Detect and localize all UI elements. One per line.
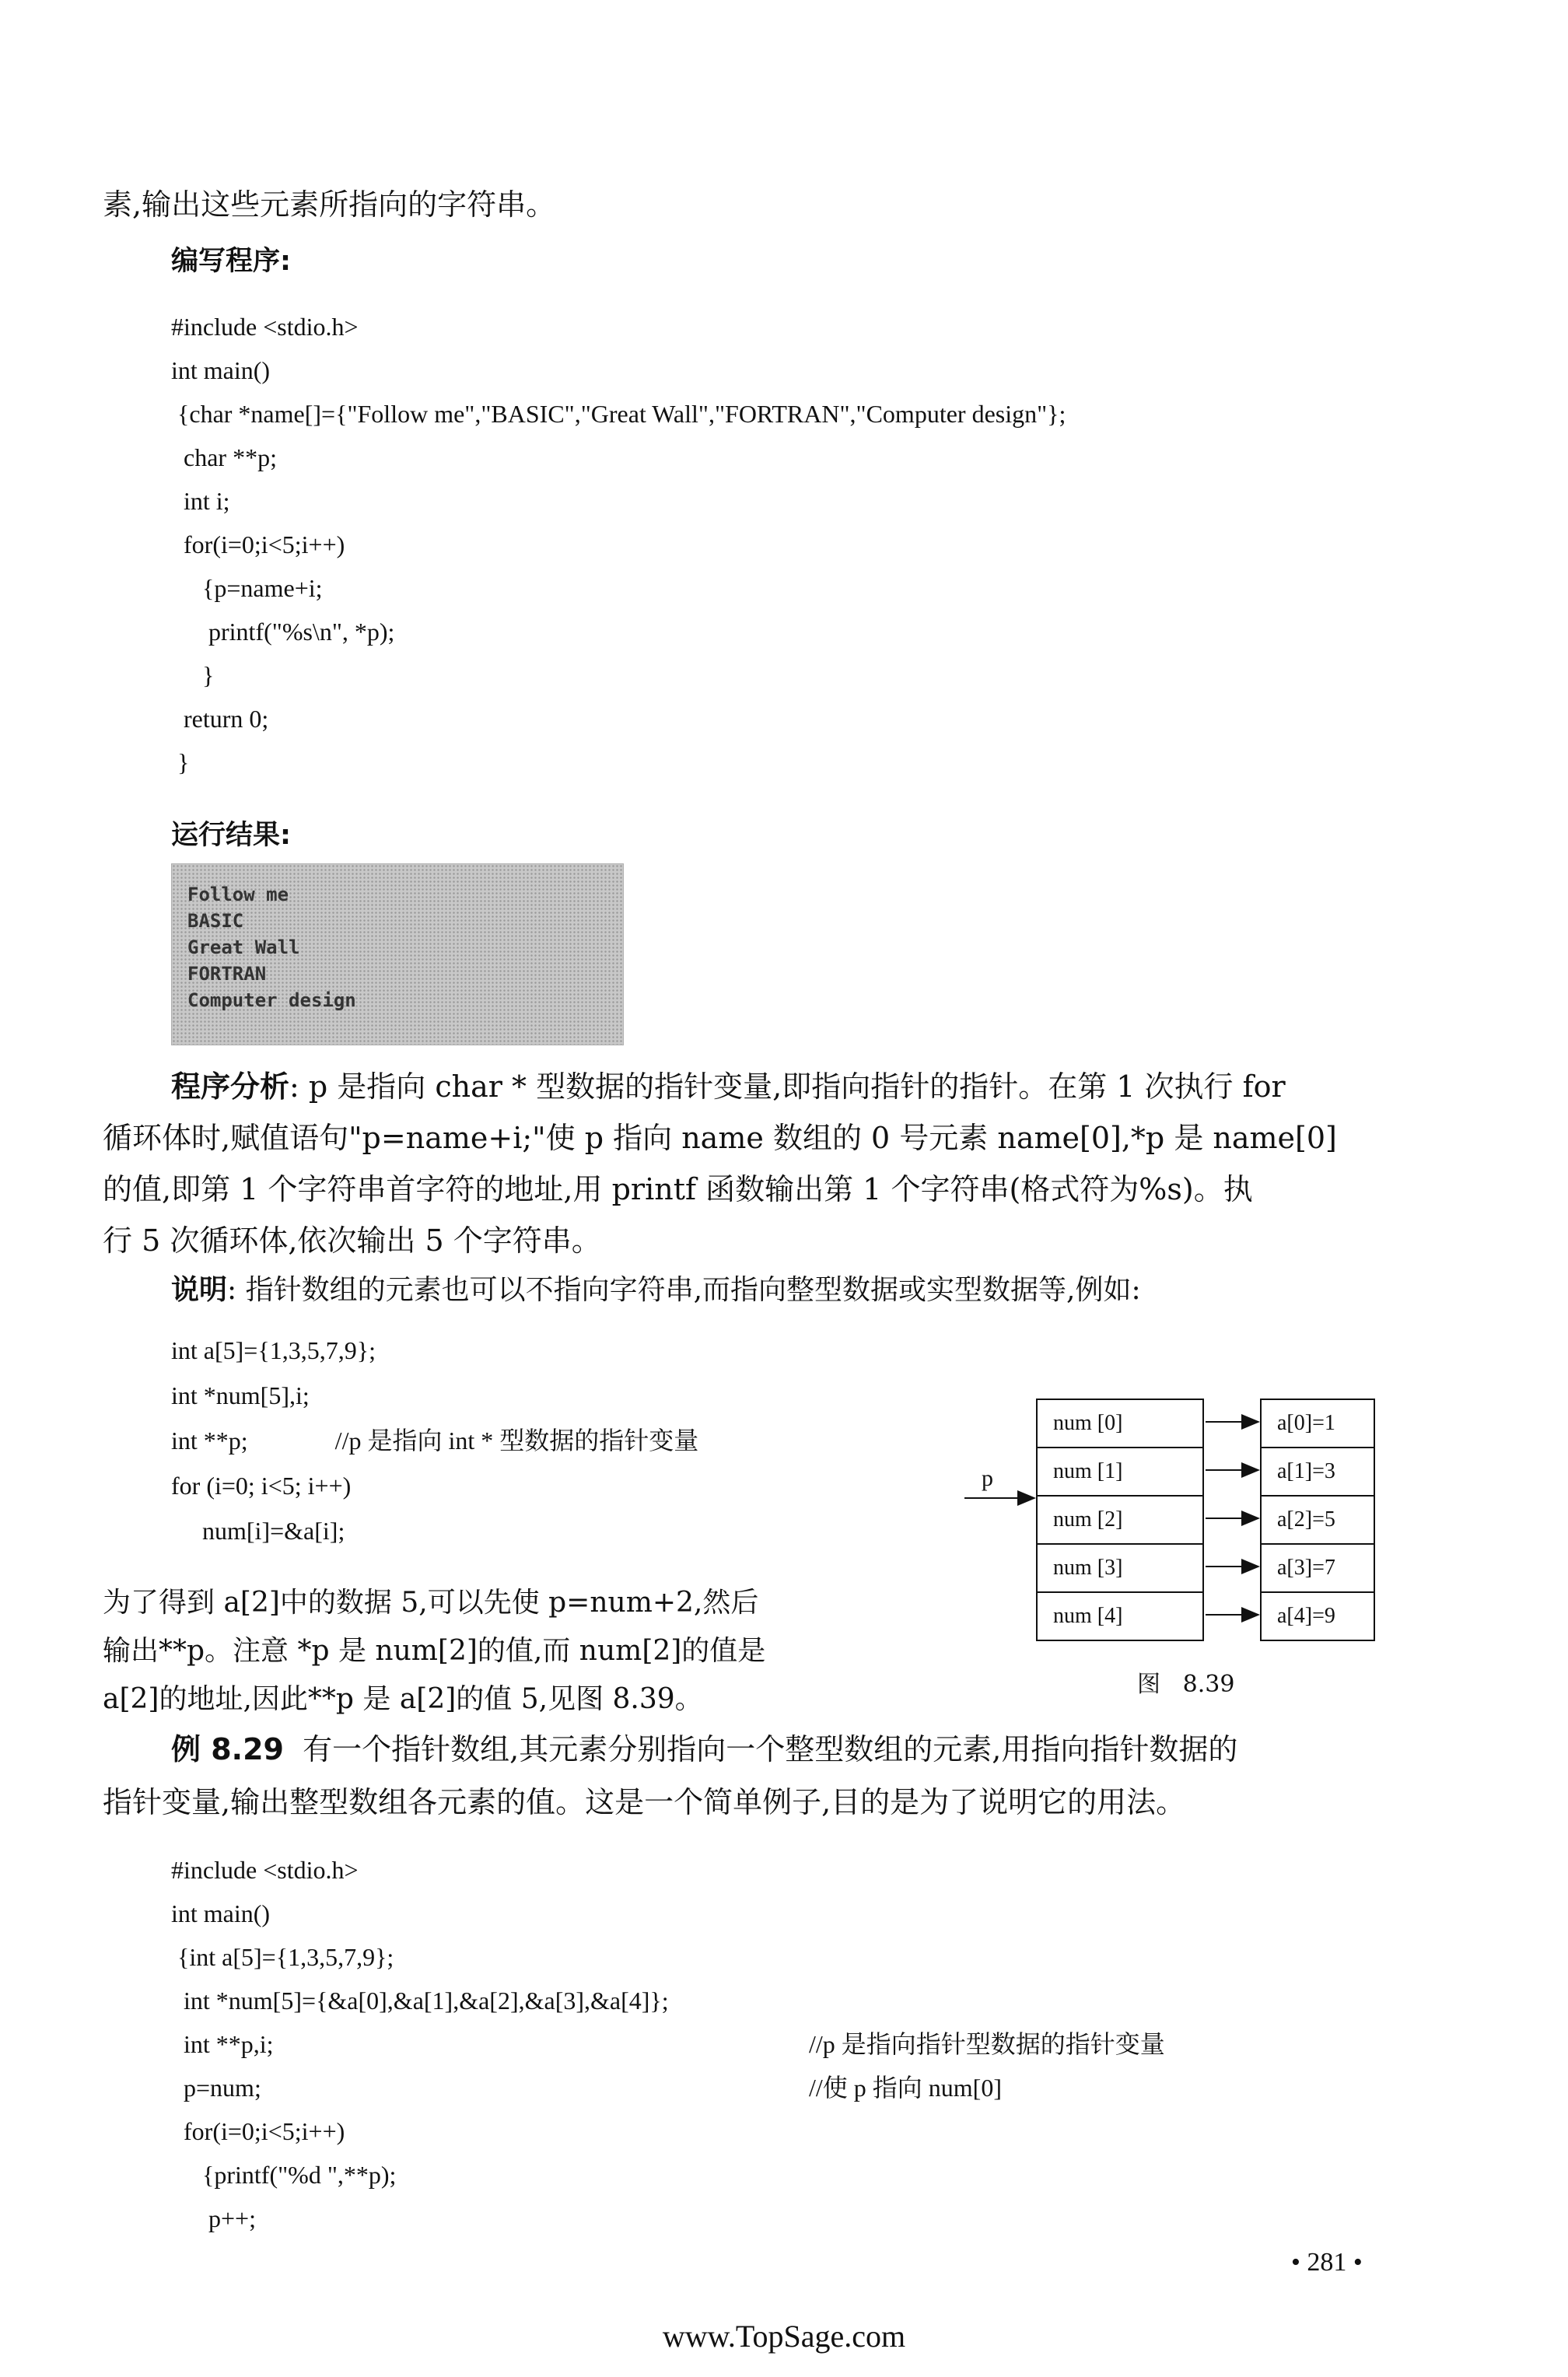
code-line: for(i=0;i<5;i++) [171,2117,345,2145]
code-line: for(i=0;i<5;i++) [171,530,345,558]
page-number: • 281 • [1291,2248,1363,2277]
footer-url: www.TopSage.com [662,2319,906,2354]
note-text: : 指针数组的元素也可以不指向字符串,而指向整型数据或实型数据等,例如: [227,1274,1141,1306]
code-line: int main() [171,1899,271,1927]
example-line-2: 指针变量,输出整型数组各元素的值。这是一个简单例子,目的是为了说明它的用法。 [103,1785,1186,1819]
code-line: int *num[5]={&a[0],&a[1],&a[2],&a[3],&a[4]}; [171,1987,669,2015]
code-line: int a[5]={1,3,5,7,9}; [171,1336,376,1364]
analysis-line-1 [171,1066,1286,1108]
example-line-1 [171,1728,1237,1770]
code-line: int **p,i; [171,2030,274,2058]
figure-caption: 图 8.39 [1137,1671,1235,1698]
a-cell: a[1]=3 [1260,1447,1375,1497]
continued-text: 素,输出这些元素所指向的字符串。 [103,187,556,222]
example-text: 有一个指针数组,其元素分别指向一个整型数组的元素,用指向指针数据的 [303,1732,1238,1766]
code-line: } [171,661,215,689]
heading-run-result: 运行结果: [171,820,291,851]
note-line [171,1269,1141,1311]
code-line: num[i]=&a[i]; [171,1517,345,1545]
code-line: int **p; //p 是指向 int * 型数据的指针变量 [171,1427,699,1455]
code-line: {p=name+i; [171,574,323,602]
code-line: #include <stdio.h> [171,313,359,341]
note-label: 说明 [171,1274,228,1306]
analysis-text: : p 是指向 char * 型数据的指针变量,即指向指针的指针。在第 1 次执行 for [289,1069,1286,1104]
num-cell: num [4] [1036,1591,1204,1641]
code-line: #include <stdio.h> [171,1856,359,1884]
code-line: return 0; [171,705,269,733]
console-output [171,863,624,1045]
output-line: Computer design [187,989,356,1011]
output-line: FORTRAN [187,963,267,985]
code-line: {char *name[]={"Follow me","BASIC","Great Wall","FORTRAN","Computer design"}; [171,400,1066,428]
a-cell: a[2]=5 [1260,1495,1375,1545]
para2-line-2: 输出**p。注意 *p 是 num[2]的值,而 num[2]的值是 [103,1635,766,1667]
code-comment: //使 p 指向 num[0] [809,2074,1002,2102]
num-cell: num [3] [1036,1543,1204,1593]
analysis-line-3: 的值,即第 1 个字符串首字符的地址,用 printf 函数输出第 1 个字符串(格式符为%s)。执 [103,1172,1253,1206]
code-line: } [171,748,190,776]
num-cell: num [0] [1036,1399,1204,1448]
code-line: p++; [171,2204,256,2232]
code-line: int i; [171,487,230,515]
para2-line-3: a[2]的地址,因此**p 是 a[2]的值 5,见图 8.39。 [103,1683,703,1715]
output-line: Great Wall [187,936,300,958]
code-line: {printf("%d ",**p); [171,2161,397,2189]
para2-line-1: 为了得到 a[2]中的数据 5,可以先使 p=num+2,然后 [103,1587,759,1619]
analysis-line-4: 行 5 次循环体,依次输出 5 个字符串。 [103,1224,601,1258]
analysis-label: 程序分析 [171,1069,290,1104]
code-line: for (i=0; i<5; i++) [171,1472,352,1500]
analysis-line-2: 循环体时,赋值语句"p=name+i;"使 p 指向 name 数组的 0 号元素 name[0],*p 是 name[0] [103,1121,1337,1155]
output-line: BASIC [187,910,244,932]
p-label: p [982,1465,993,1491]
heading-write-program: 编写程序: [171,246,291,277]
num-cell: num [2] [1036,1495,1204,1545]
code-line: printf("%s\n", *p); [171,618,395,646]
a-cell: a[0]=1 [1260,1399,1375,1448]
code-comment: //p 是指向指针型数据的指针变量 [809,2030,1165,2058]
code-line: int *num[5],i; [171,1381,310,1409]
a-cell: a[3]=7 [1260,1543,1375,1593]
example-label: 例 8.29 [171,1732,284,1766]
output-line: Follow me [187,884,289,905]
a-cell: a[4]=9 [1260,1591,1375,1641]
code-line: char **p; [171,443,277,471]
num-cell: num [1] [1036,1447,1204,1497]
code-line: {int a[5]={1,3,5,7,9}; [171,1943,394,1971]
code-line: int main() [171,356,271,384]
code-line: p=num; [171,2074,261,2102]
